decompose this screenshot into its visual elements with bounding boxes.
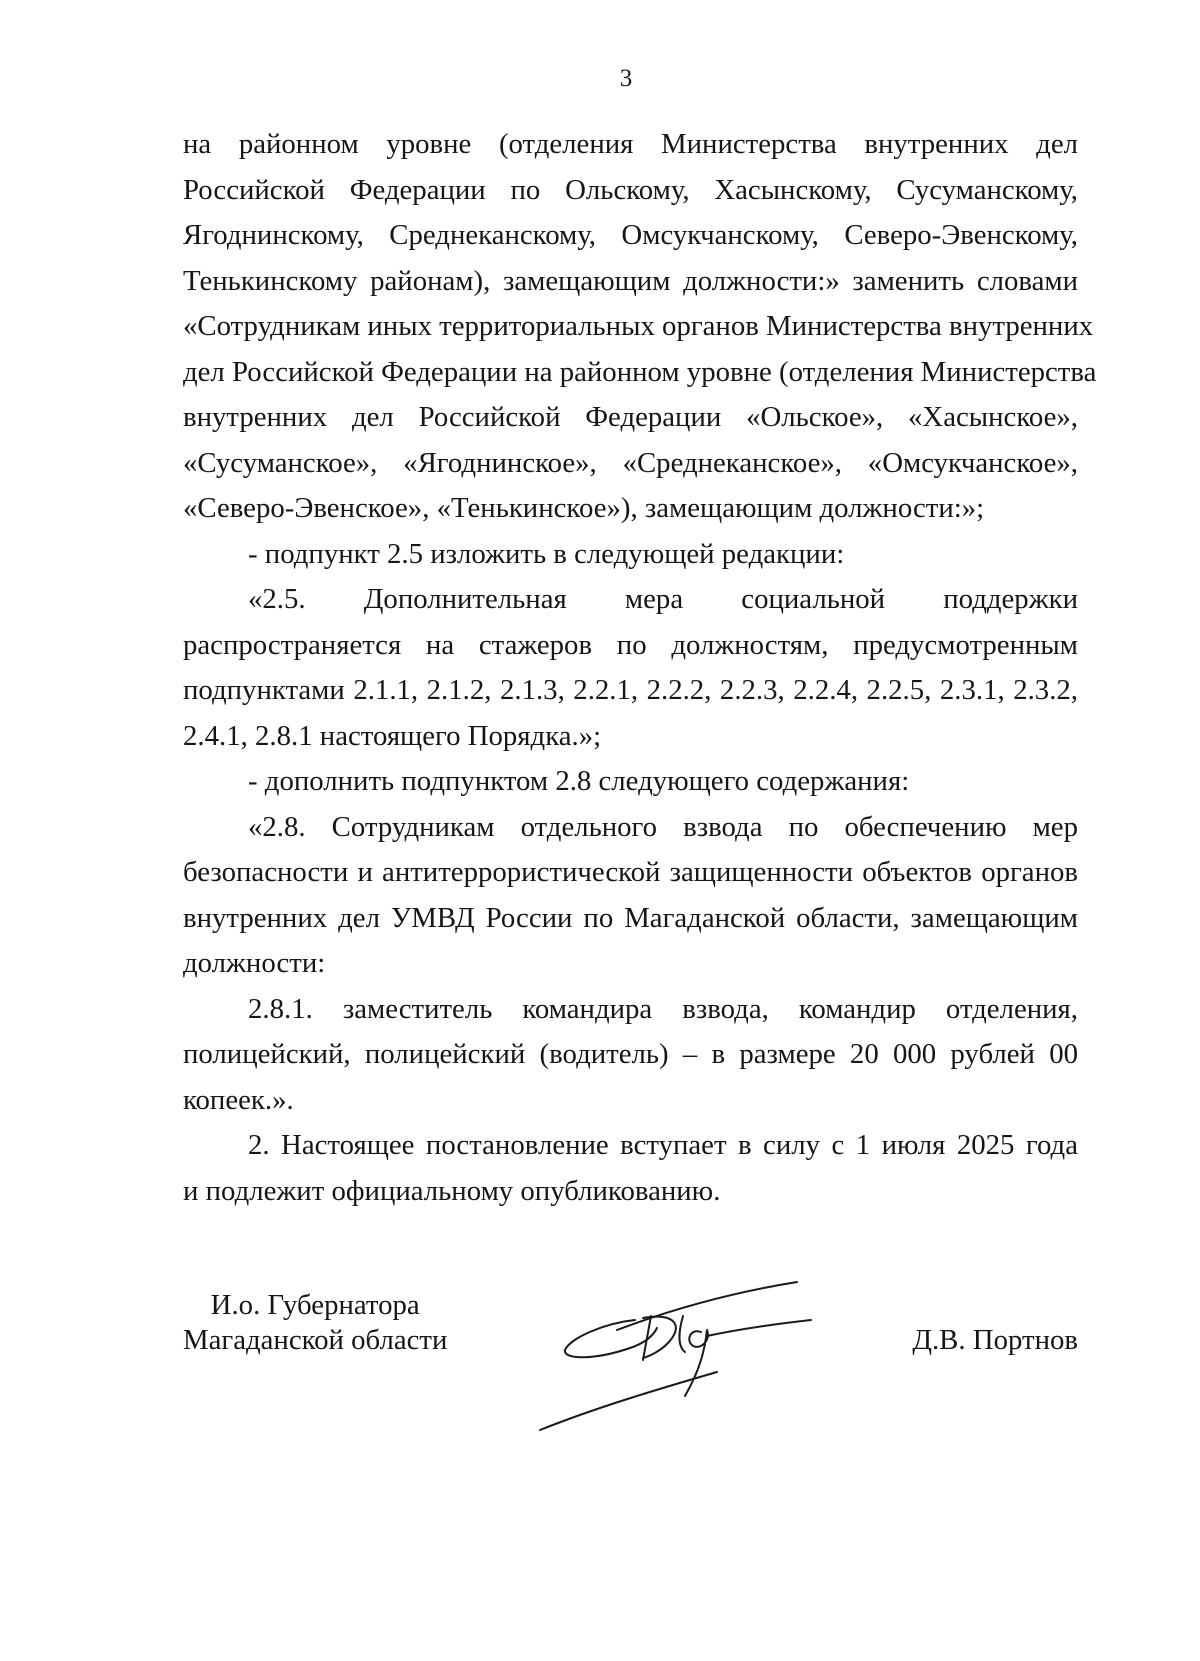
text-line: должности: — [183, 947, 326, 979]
text-line: безопасности и антитеррористической защищенности объектов органов — [183, 856, 1078, 888]
document-body — [183, 122, 1097, 1214]
paragraph — [183, 122, 1097, 532]
text-line: Ягоднинскому, Среднеканскому, Омсукчанскому, Северо-Эвенскому, — [183, 219, 1078, 251]
text-line: полицейский, полицейский (водитель) – в размере 20 000 рублей 00 — [183, 1038, 1078, 1070]
paragraph — [183, 987, 1078, 1124]
text-line: 2.4.1, 2.8.1 настоящего Порядка.»; — [183, 719, 602, 752]
text-line: подпунктами 2.1.1, 2.1.2, 2.1.3, 2.2.1, 2.2.2, 2.2.3, 2.2.4, 2.2.5, 2.3.1, 2.3.2, — [183, 674, 1078, 706]
paragraph — [183, 1123, 1078, 1214]
paragraph — [183, 805, 1078, 987]
text-line: - подпункт 2.5 изложить в следующей редакции: — [248, 537, 845, 570]
text-line: «Сотрудникам иных территориальных органов Министерства внутренних — [183, 310, 1094, 342]
paragraph — [183, 577, 1078, 759]
text-line: внутренних дел Российской Федерации «Ольское», «Хасынское», — [183, 401, 1078, 433]
text-line: 2.8.1. заместитель командира взвода, командир отделения, — [248, 992, 1078, 1025]
text-line: распространяется на стажеров по должностям, предусмотренным — [183, 628, 1078, 661]
text-line: Тенькинскому районам), замещающим должности:» заменить словами — [183, 264, 1078, 297]
signatory-title-line: Магаданской области — [183, 1324, 448, 1356]
text-line: «2.5. Дополнительная мера социальной поддержки — [248, 583, 1078, 615]
text-line: «2.8. Сотрудникам отдельного взвода по обеспечению мер — [248, 810, 1078, 843]
text-line: Российской Федерации по Ольскому, Хасынскому, Сусуманскому, — [183, 173, 1078, 206]
signature-block — [0, 1288, 1200, 1428]
paragraph — [183, 759, 1078, 805]
signatory-title — [183, 1288, 447, 1358]
signatory-title-line: И.о. Губернатора — [210, 1289, 420, 1321]
signatory-name: Д.В. Портнов — [912, 1324, 1078, 1356]
text-line: «Северо-Эвенское», «Тенькинское»), замещающим должности:»; — [183, 492, 985, 524]
text-line: «Сусуманское», «Ягоднинское», «Среднеканское», «Омсукчанское», — [183, 446, 1078, 479]
paragraph — [183, 532, 1078, 578]
text-line: на районном уровне (отделения Министерства внутренних дел — [183, 128, 1078, 160]
handwritten-signature — [535, 1268, 835, 1438]
page-number: 3 — [619, 65, 633, 92]
text-line: - дополнить подпунктом 2.8 следующего содержания: — [248, 765, 910, 797]
text-line: и подлежит официальному опубликованию. — [183, 1174, 721, 1207]
text-line: дел Российской Федерации на районном уровне (отделения Министерства — [183, 355, 1097, 388]
text-line: внутренних дел УМВД России по Магаданской области, замещающим — [183, 901, 1078, 934]
text-line: 2. Настоящее постановление вступает в силу с 1 июля 2025 года — [248, 1129, 1078, 1161]
text-line: копеек.». — [183, 1083, 294, 1116]
